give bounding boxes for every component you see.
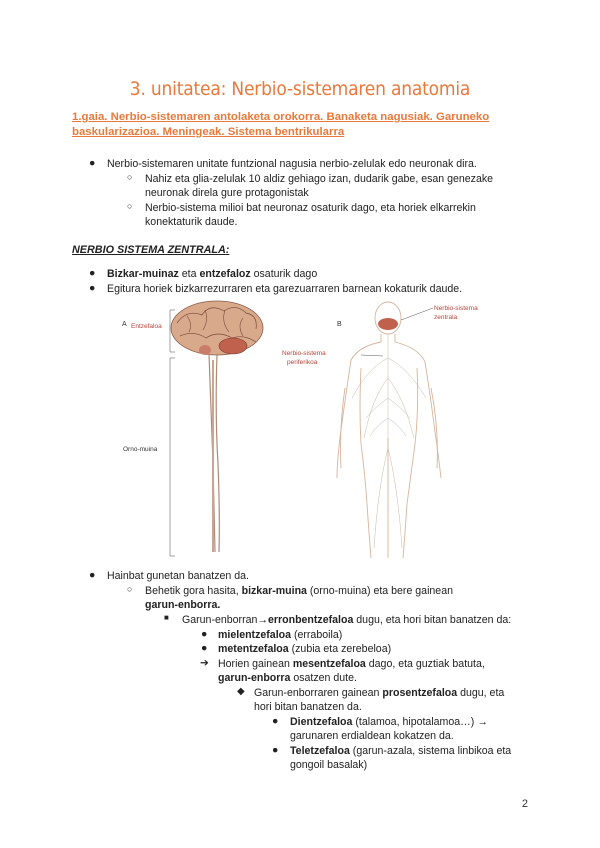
division-line-8b: garunaren erdialdean kokatzen da. (290, 730, 454, 742)
division-line-6: Horien gainean mesentzefaloa dago, eta guztiak batuta, (218, 658, 485, 670)
arrow-bullet-icon: ➔ (200, 657, 209, 669)
bullet-circle: ○ (127, 201, 133, 211)
division-line-5: metentzefaloa (zubia eta zerebeloa) (218, 643, 392, 655)
division-line-9: Teletzefaloa (garun-azala, sistema linbikoa eta (290, 745, 512, 757)
bullet-dot: ● (272, 744, 279, 756)
cns-line-2: Egitura horiek bizkarrezurraren eta garezuarraren barnean kokaturik daude. (107, 283, 463, 295)
nerbio-periferikoa-label-2: periferikoa (287, 359, 318, 366)
division-line-4: mielentzefaloa (erraboila) (218, 629, 343, 641)
page-title: 3. unitatea: Nerbio-sistemaren anatomia (129, 78, 471, 100)
division-line-2b: garun-enborra. (145, 599, 221, 611)
division-line-1: Hainbat gunetan banatzen da. (107, 570, 249, 582)
brain-illustration (171, 301, 263, 355)
figure-label-a: A (122, 321, 127, 328)
bullet-circle: ○ (127, 172, 133, 182)
section-heading: NERBIO SISTEMA ZENTRALA: (72, 244, 230, 256)
orno-muina-label: Orno-muina (123, 446, 158, 453)
cns-line-1: Bizkar-muinaz eta entzefaloz osaturik dago (107, 268, 318, 280)
bullet-dot: ● (89, 157, 96, 169)
entzefaloa-label: Entzefaloa (131, 323, 162, 330)
nerbio-zentrala-label-2: zentrala (434, 314, 458, 321)
intro-line-3a: Nerbio-sistema milioi bat neuronaz osaturik dago, eta horiek elkarrekin (145, 202, 476, 214)
intro-line-2a: Nahiz eta glia-zelulak 10 aldiz gehiago izan, dudarik gabe, esan genezake (145, 173, 494, 185)
bullet-dot: ● (89, 569, 96, 581)
bullet-dot: ● (272, 715, 279, 727)
bullet-square: ■ (164, 613, 169, 622)
division-line-2: Behetik gora hasita, bizkar-muina (orno-muina) eta bere gainean (145, 585, 453, 597)
nerbio-zentrala-label-1: Nerbio-sistema (434, 305, 478, 312)
division-line-8: Dientzefaloa (talamoa, hipotalamoa…) → (290, 716, 488, 728)
bullet-dot: ● (89, 282, 96, 294)
division-line-7: Garun-enborraren gainean prosentzefaloa dugu, eta (254, 687, 505, 699)
lesson-subtitle-link[interactable]: 1.gaia. Nerbio-sistemaren antolaketa orokorra. Banaketa nagusiak. Garuneko baskularizazioa. Meningeak. Sistema bentrikularra (72, 111, 490, 138)
division-line-9b: gongoil basalak) (290, 759, 368, 771)
nerbio-periferikoa-label-1: Nerbio-sistema (282, 350, 326, 357)
division-line-7b: hori bitan banatzen da. (254, 701, 362, 713)
bullet-dot: ● (89, 267, 96, 279)
page-number: 2 (521, 798, 528, 810)
intro-line-2b: neuronak direla gure protagonistak (145, 187, 309, 199)
bullet-dot: ● (201, 628, 208, 640)
bullet-circle: ○ (127, 584, 133, 594)
human-body-illustration (337, 302, 441, 558)
bullet-dot: ● (201, 642, 208, 654)
spinal-cord-illustration (209, 354, 219, 552)
figure-label-b: B (337, 321, 342, 328)
division-line-3: Garun-enborran→erronbentzefaloa dugu, eta hori bitan banatzen da: (182, 614, 512, 626)
intro-line-3b: konektaturik daude. (145, 216, 238, 228)
nervous-system-figure (105, 298, 505, 560)
diamond-bullet-icon: ◆ (237, 686, 245, 697)
intro-line-1: Nerbio-sistemaren unitate funtzional nagusia nerbio-zelulak edo neuronak dira. (107, 158, 477, 170)
division-line-6b: garun-enborra osatzen dute. (218, 672, 357, 684)
